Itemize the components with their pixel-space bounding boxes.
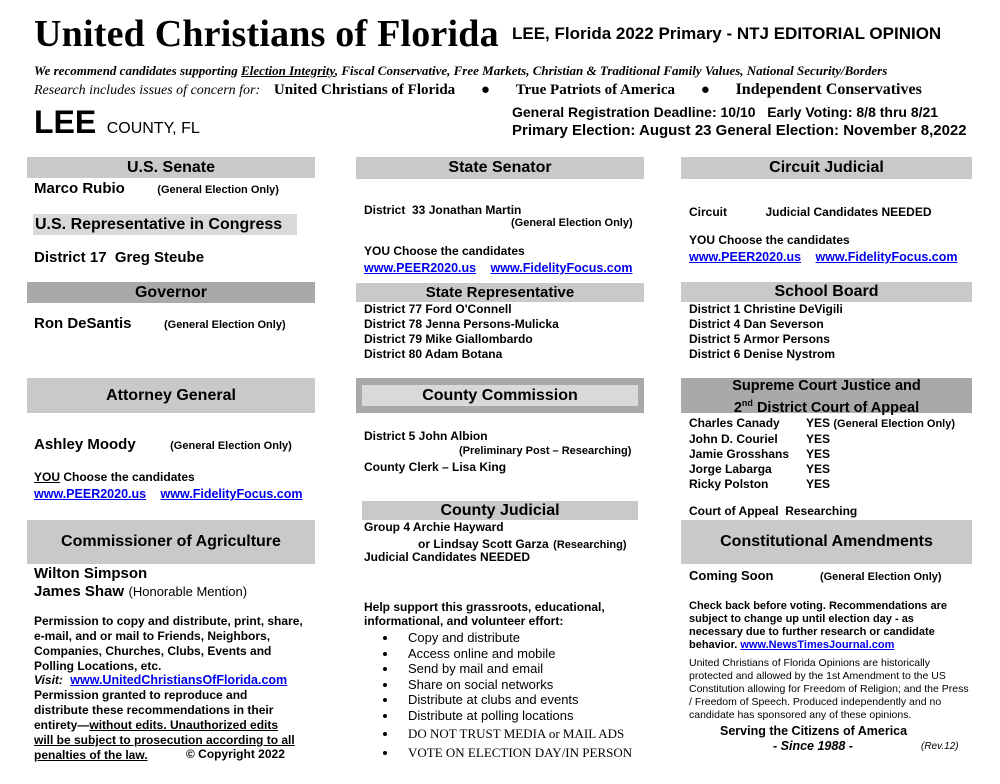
research-prefix: Research includes issues of concern for: [34, 83, 261, 98]
table-row [689, 477, 955, 492]
list-item: District 1 Christine DeVigili [689, 302, 843, 316]
ag-choose [34, 470, 195, 484]
agri-entry-2 [34, 583, 247, 601]
justices-list [689, 416, 955, 492]
support-list [370, 630, 632, 760]
election-line: Primary Election: August 23 General Election: November 8,2022 [512, 122, 967, 139]
list-item: • Send by mail and email [398, 661, 632, 677]
state-senator-header: State Senator [356, 157, 644, 179]
supreme-header-line-1: Supreme Court Justice and [732, 378, 921, 394]
ag-note: (General Election Only) [170, 440, 292, 452]
table-row [689, 462, 955, 477]
attorney-general-header: Attorney General [27, 378, 315, 413]
check-back-text [689, 600, 964, 652]
list-item: • Distribute at polling locations [398, 708, 632, 724]
justice-vote: YES [806, 462, 831, 476]
senate-name: Marco Rubio [34, 180, 125, 197]
senate-entry [34, 180, 279, 198]
fidelity-link-2[interactable]: www.FidelityFocus.com [490, 261, 633, 275]
amend-note: (General Election Only) [819, 571, 942, 583]
table-row [689, 416, 955, 432]
justice-vote: YES [806, 447, 831, 461]
amend-entry [689, 567, 942, 585]
circuit-header: Circuit Judicial [681, 157, 972, 179]
county-comm-header: County Commission [362, 385, 638, 406]
circuit-line [689, 203, 932, 221]
agriculture-header: Commissioner of Agriculture [27, 520, 315, 564]
congress-header: U.S. Representative in Congress [33, 214, 297, 235]
recommend-prefix: We recommend candidates supporting [34, 63, 242, 78]
sh2-pre: 2 [733, 399, 742, 416]
justice-name: Jamie Grosshans [689, 447, 790, 461]
circuit-text: Judicial Candidates NEEDED [765, 205, 932, 219]
ag-entry [34, 436, 292, 454]
governor-note: (General Election Only) [163, 319, 286, 331]
news-link[interactable]: www.NewsTimesJournal.com [740, 639, 895, 651]
justice-name: Ricky Polston [689, 477, 769, 491]
recommend-line [34, 63, 887, 79]
list-item: • DO NOT TRUST MEDIA or MAIL ADS [398, 726, 632, 742]
judicial-line-1: Group 4 Archie Hayward [364, 520, 504, 534]
bullet-sep-2: ● [700, 82, 710, 98]
ag-choose-you: YOU [34, 470, 61, 484]
supreme-header [681, 378, 972, 416]
granted-underlined: without edits. Unauthorized edits will be subject to prosecution according to all penalties of the law. [34, 718, 295, 762]
visit-line [34, 673, 297, 687]
justice-vote: YES [806, 477, 831, 491]
ag-links [34, 485, 312, 503]
judicial-line-2-note: (Researching) [553, 539, 627, 551]
clerk-line: County Clerk – Lisa King [364, 460, 507, 474]
copyright: © Copyright 2022 [186, 747, 285, 761]
peer-link-2[interactable]: www.PEER2020.us [364, 261, 477, 275]
governor-name: Ron DeSantis [34, 315, 132, 332]
county-small: COUNTY, FL [106, 120, 200, 137]
state-rep-header: State Representative [356, 283, 644, 302]
senate-note: (General Election Only) [157, 184, 279, 196]
justice-note: (General Election Only) [833, 418, 955, 430]
justice-name: Jorge Labarga [689, 462, 772, 476]
state-choose: YOU Choose the candidates [364, 244, 525, 258]
org-title: United Christians of Florida [34, 13, 499, 55]
region-line-text: LEE, Florida 2022 Primary - NTJ EDITORIAL OPINION [512, 24, 942, 43]
table-row [689, 447, 955, 462]
county-title [34, 104, 200, 141]
list-item: District 77 Ford O'Connell [364, 302, 512, 316]
peer-link[interactable]: www.PEER2020.us [34, 487, 147, 501]
school-list [689, 302, 843, 362]
supreme-header-line-2 [681, 395, 972, 417]
recommend-underlined: Election Integrity [241, 63, 335, 78]
county-big: LEE [34, 104, 97, 140]
granted-plain: Permission granted to reproduce and distribute these recommendations in their entirety— [34, 688, 274, 732]
agri-name-2: James Shaw [34, 583, 125, 600]
judicial-line-2-text: or Lindsay Scott Garza [418, 537, 549, 551]
permission-text: Permission to copy and distribute, print, share, e-mail, and or mail to Friends, Neighbors, Companies, Churches, Clubs, Events and Polling Locations, etc. [34, 614, 303, 673]
list-item: • Access online and mobile [398, 646, 632, 662]
list-item: District 78 Jenna Persons-Mulicka [364, 317, 559, 331]
sh2-sup: nd [741, 398, 753, 408]
agri-name-1: Wilton Simpson [34, 565, 148, 582]
list-item: • Share on social networks [398, 677, 632, 693]
county-comm-note: (Preliminary Post – Researching) [459, 445, 632, 457]
serving-line: Serving the Citizens of America [720, 724, 908, 738]
list-item: • VOTE ON ELECTION DAY/IN PERSON [398, 745, 632, 761]
registration-line: General Registration Deadline: 10/10 Early Voting: 8/8 thru 8/21 [512, 104, 939, 120]
list-item: • Copy and distribute [398, 630, 632, 646]
list-item: • Distribute at clubs and events [398, 692, 632, 708]
governor-entry [34, 315, 286, 333]
research-line [34, 81, 922, 99]
list-item: District 6 Denise Nystrom [689, 347, 836, 361]
ucf-link[interactable]: www.UnitedChristiansOfFlorida.com [70, 673, 288, 687]
list-item: District 80 Adam Botana [364, 347, 503, 361]
support-text: Help support this grassroots, educational, informational, and volunteer effort: [364, 600, 605, 628]
check-back-plain: Check back before voting. Recommendations are subject to change up until election day - as necessary due to further research or candidate behavior. [689, 600, 947, 651]
circuit-links [689, 248, 967, 266]
governor-header: Governor [27, 282, 315, 303]
justice-vote: YES [806, 416, 831, 430]
school-board-header: School Board [681, 282, 972, 302]
amend-line: Coming Soon [689, 568, 774, 583]
region-line [512, 24, 941, 44]
list-item: District 79 Mike Giallombardo [364, 332, 533, 346]
sh2-post: District Court of Appeal [752, 399, 920, 416]
fidelity-link-3[interactable]: www.FidelityFocus.com [815, 250, 958, 264]
justice-vote: YES [806, 432, 831, 446]
state-rep-list [364, 302, 559, 362]
circuit-choose: YOU Choose the candidates [689, 233, 850, 247]
list-item: District 4 Dan Severson [689, 317, 824, 331]
us-senate-header: U.S. Senate [27, 157, 315, 178]
research-org-3: Independent Conservatives [735, 81, 922, 98]
county-comm-frame [356, 378, 644, 413]
state-senator-note: (General Election Only) [511, 217, 633, 229]
county-judicial-header: County Judicial [362, 501, 638, 520]
circuit-label: Circuit [689, 205, 728, 219]
agri-note-2: (Honorable Mention) [128, 584, 248, 599]
state-links [364, 259, 642, 277]
county-comm-line: District 5 John Albion [364, 429, 488, 443]
justice-name: John D. Couriel [689, 432, 778, 446]
ag-choose-rest: Choose the candidates [60, 470, 195, 484]
research-org-1: United Christians of Florida [273, 82, 456, 98]
fidelity-link[interactable]: www.FidelityFocus.com [160, 487, 303, 501]
since-line: - Since 1988 - [773, 739, 853, 753]
rev-label: (Rev.12) [921, 741, 959, 752]
list-item: District 5 Armor Persons [689, 332, 830, 346]
recommend-suffix: , Fiscal Conservative, Free Markets, Christian & Traditional Family Values, National Security/Borders [334, 63, 888, 78]
opinions-text: United Christians of Florida Opinions are historically protected and allowed by the 1st Amendment to the US Constitution allowing for Freedom of Religion; and the Press / Freedom of Speech. Produced independently and no candidate has sponsored any of these opinions. [689, 657, 969, 721]
congress-line: District 17 Greg Steube [34, 249, 205, 266]
judicial-line-3: Judicial Candidates NEEDED [364, 550, 531, 564]
research-org-2: True Patriots of America [515, 82, 675, 98]
state-senator-line: District 33 Jonathan Martin [364, 203, 522, 217]
visit-label: Visit: [34, 673, 63, 687]
peer-link-3[interactable]: www.PEER2020.us [689, 250, 802, 264]
appeal-line: Court of Appeal Researching [689, 504, 858, 518]
ag-name: Ashley Moody [34, 436, 136, 453]
justice-name: Charles Canady [689, 416, 780, 430]
bullet-sep-1: ● [480, 82, 490, 98]
table-row [689, 432, 955, 447]
amendments-header: Constitutional Amendments [681, 520, 972, 564]
